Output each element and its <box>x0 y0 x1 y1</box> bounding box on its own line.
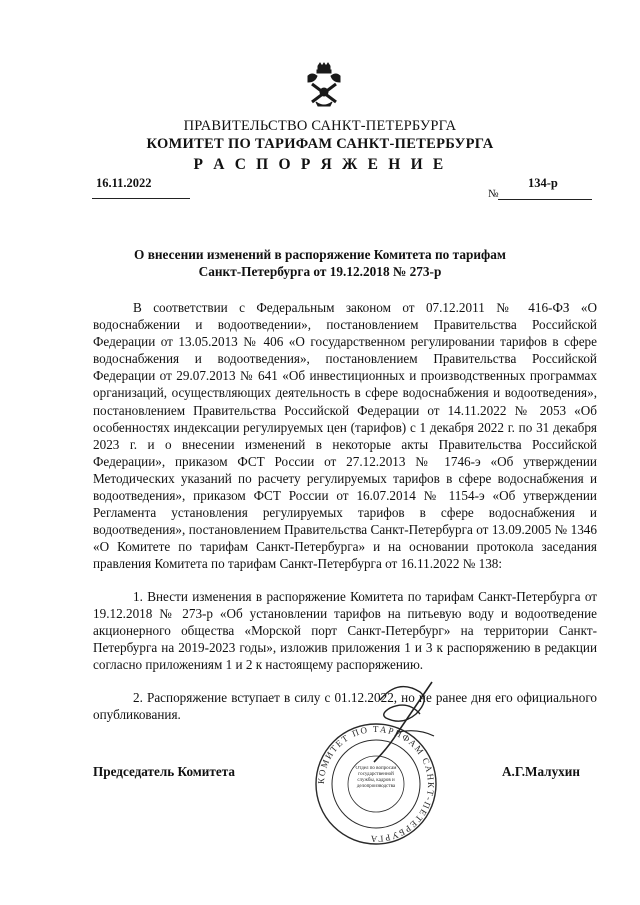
clause-1-paragraph: 1. Внести изменения в распоряжение Комитета по тарифам Санкт-Петербурга от 19.12.2018 № 273-р «Об установлении тарифов на питьевую воду и водоотведение акционерного общества «Морской порт Санкт-Петербург» на территории Санкт-Петербурга на 2019-2023 годы», изложив приложения 1 и 3 к распоряжению в редакции согласно приложениям 1 и 2 к настоящему распоряжению. <box>93 589 597 673</box>
date-underline <box>92 198 190 199</box>
seal-center-text: Отдел по вопросам государственной службы, кадров и делопроизводства <box>355 766 397 789</box>
coat-of-arms-icon <box>302 62 346 110</box>
title-line-2: Санкт-Петербурга от 19.12.2018 № 273-р <box>198 264 442 279</box>
preamble-paragraph: В соответствии с Федеральным законом от 07.12.2011 № 416-ФЗ «О водоснабжении и водоотведении», постановлением Правительства Российской Федерации от 13.05.2013 № 406 «О государственном регулировании тарифов в сфере водоснабжения и водоотведения», постановлением Правительства Российской Федерации от 29.07.2013 № 641 «Об инвестиционных и производственных программах организаций, осуществляющих деятельность в сфере водоснабжения и водоотведения», постановлением Правительства Российской Федерации от 14.11.2022 № 2053 «Об особенностях индексации регулируемых цен (тарифов) с 1 декабря 2022 г. по 31 декабря 2023 г. и о внесении изменений в некоторые акты Правительства Российской Федерации», приказом ФСТ России от 27.12.2013 № 1746-э «Об утверждении Методических указаний по расчету регулируемых тарифов в сфере водоснабжения и водоотведения», приказом ФСТ России от 16.07.2014 № 1154-э «Об утверждении Регламента установления регулируемых тарифов в сфере водоснабжения и водоотведения», постановлением Правительства Санкт-Петербурга от 13.09.2005 № 1346 «О Комитете по тарифам Санкт-Петербурга» и на основании протокола заседания правления Комитета по тарифам Санкт-Петербурга от 16.11.2022 № 138: <box>93 300 597 572</box>
document-title <box>0 246 640 280</box>
signer-name: А.Г.Малухин <box>502 764 580 779</box>
clause-2-paragraph: 2. Распоряжение вступает в силу с 01.12.2022, но не ранее дня его официального опубликования. <box>93 690 597 723</box>
committee-name: КОМИТЕТ ПО ТАРИФАМ САНКТ-ПЕТЕРБУРГА <box>146 136 494 152</box>
number-label: № <box>488 188 499 200</box>
title-line-1: О внесении изменений в распоряжение Комитета по тарифам <box>134 247 506 262</box>
document-date: 16.11.2022 <box>96 176 152 190</box>
number-underline <box>498 199 592 200</box>
handwritten-signature <box>340 672 460 782</box>
government-name: ПРАВИТЕЛЬСТВО САНКТ-ПЕТЕРБУРГА <box>183 118 457 134</box>
signer-position: Председатель Комитета <box>93 764 235 779</box>
document-number: 134-р <box>528 176 558 190</box>
seal-ring-text: КОМИТЕТ ПО ТАРИФАМ САНКТ-ПЕТЕРБУРГА <box>315 723 437 845</box>
document-type: Р А С П О Р Я Ж Е Н И Е <box>193 156 447 173</box>
